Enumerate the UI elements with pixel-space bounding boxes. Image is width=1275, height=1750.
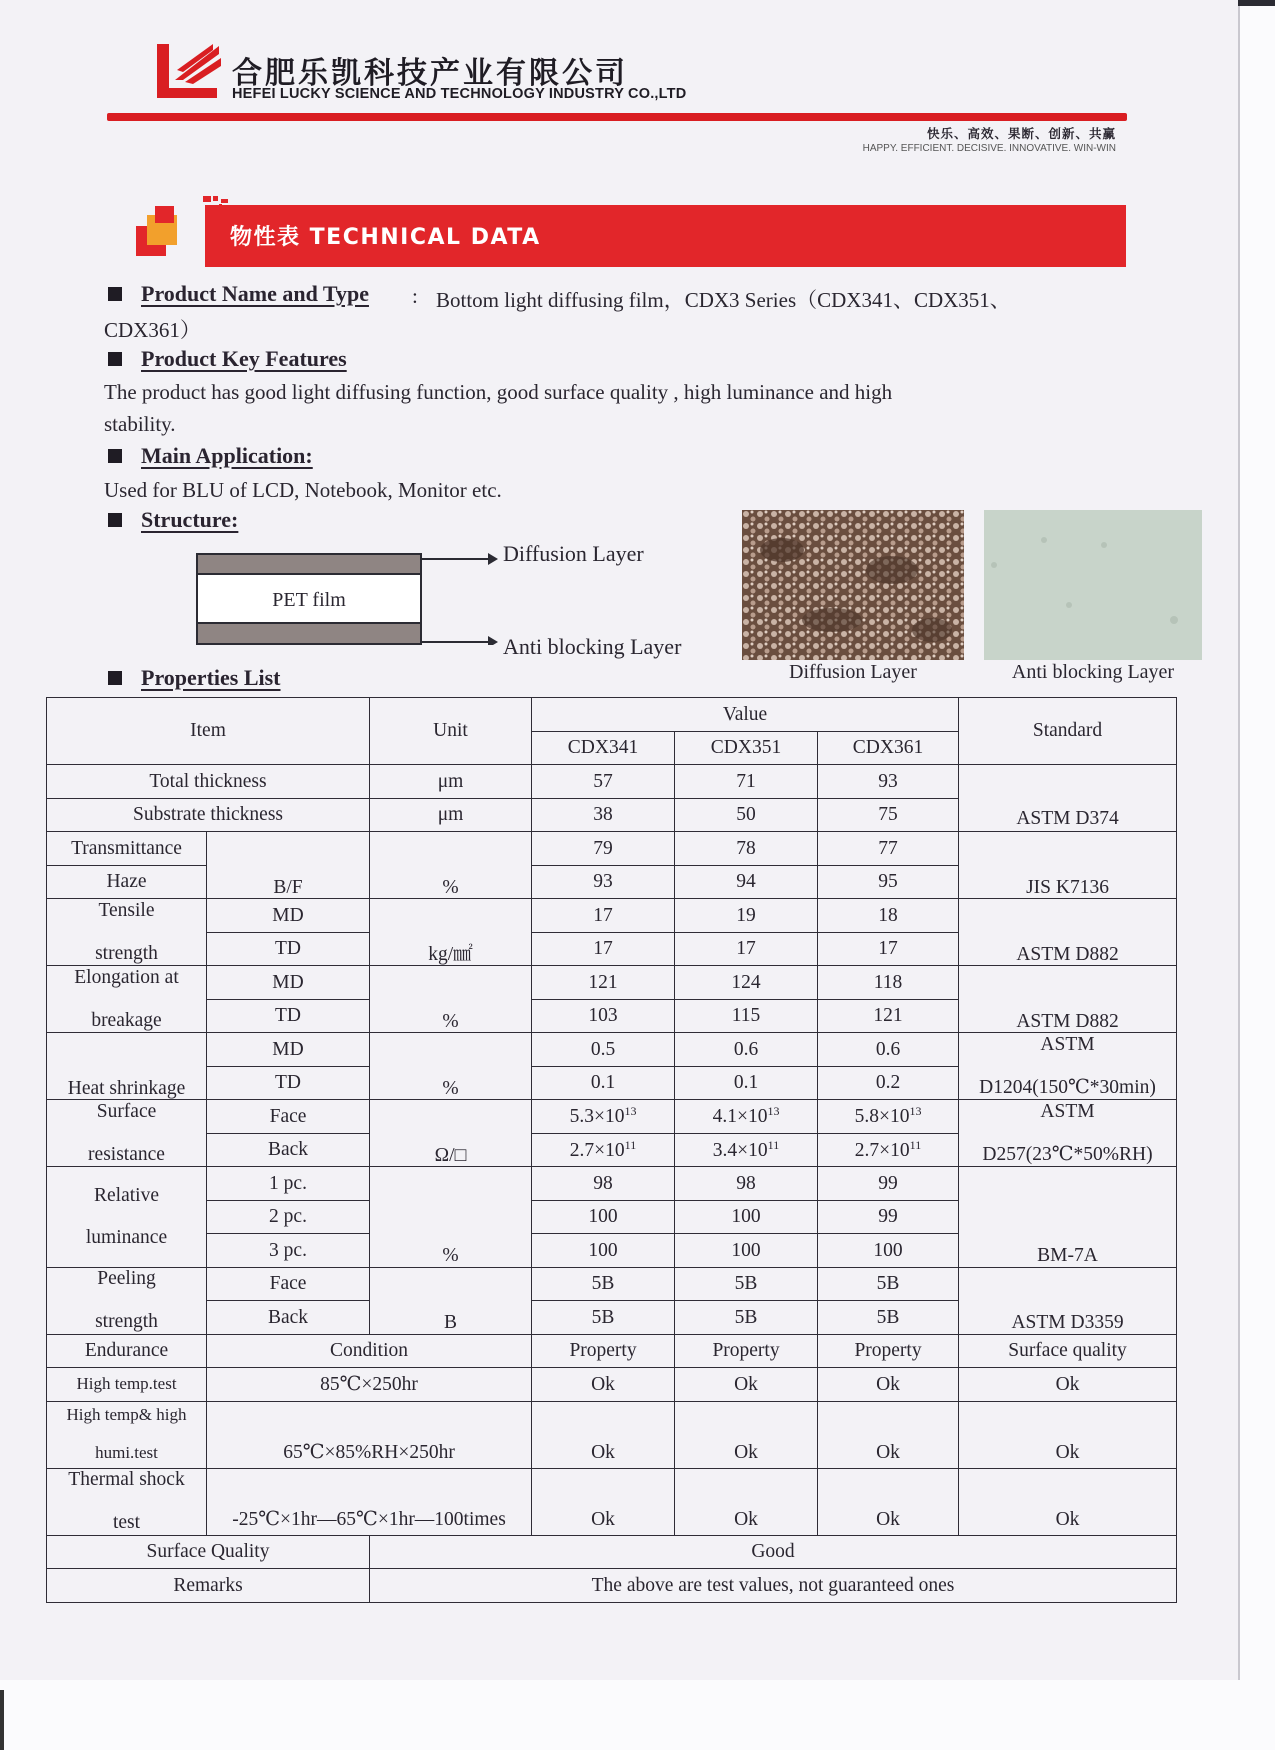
cell-value: 5B (675, 1267, 818, 1301)
cell-item (47, 1167, 207, 1268)
key-features-label: Product Key Features (141, 346, 347, 371)
cell-unit: Ω/□ (370, 1100, 532, 1167)
cell-sub: Face (207, 1267, 370, 1301)
cell-item: Endurance (47, 1334, 207, 1368)
table-row (47, 1033, 1177, 1067)
table-row (47, 1100, 1177, 1134)
cell-unit: kg/㎟ (370, 899, 532, 966)
table-row (47, 1569, 1177, 1603)
cell-value: Ok (675, 1368, 818, 1402)
cell-sub: B/F (207, 832, 370, 899)
value-exponent: 11 (624, 1137, 637, 1152)
cell-standard-line: D1204(150℃*30min) (979, 1076, 1156, 1098)
cell-item-line: Thermal shock (68, 1469, 185, 1491)
cell-value (532, 1133, 675, 1167)
table-row (47, 1334, 1177, 1368)
scan-margin-right (1238, 0, 1275, 1750)
cell-item (47, 1468, 207, 1535)
table-row (47, 1167, 1177, 1201)
cell-condition: 85℃×250hr (207, 1368, 532, 1402)
header-item: Item (47, 698, 370, 765)
scan-edge-mark (0, 1690, 4, 1750)
cell-value: 99 (818, 1167, 959, 1201)
cell-standard: ASTM D882 (959, 966, 1177, 1033)
cell-value: 0.6 (675, 1033, 818, 1067)
cell-unit: μm (370, 765, 532, 799)
cell-value: Ok (675, 1401, 818, 1468)
cell-item-line: strength (95, 1311, 158, 1333)
cell-value: 5B (675, 1301, 818, 1335)
value-mantissa: 5.3×10 (569, 1106, 625, 1128)
cell-property: Property (818, 1334, 959, 1368)
cell-value: Ok (532, 1368, 675, 1402)
table-row (47, 1267, 1177, 1301)
cell-surface-quality: Surface quality (959, 1334, 1177, 1368)
value-mantissa: 2.7×10 (854, 1139, 910, 1161)
cell-standard: ASTM D3359 (959, 1267, 1177, 1334)
anti-blocking-layer-photo (984, 510, 1202, 660)
cell-sub: Face (207, 1100, 370, 1134)
header-value: Value (532, 698, 959, 732)
diffusion-layer-label: Diffusion Layer (503, 541, 644, 566)
cell-value: 93 (532, 865, 675, 899)
cell-value: 0.2 (818, 1066, 959, 1100)
cell-value: Ok (818, 1468, 959, 1535)
cell-unit: % (370, 966, 532, 1033)
cell-condition: 65℃×85%RH×250hr (207, 1401, 532, 1468)
cell-standard-line: ASTM (1040, 1033, 1095, 1055)
value-mantissa: 2.7×10 (569, 1139, 625, 1161)
scan-edge-line (1238, 0, 1240, 1680)
cell-value: Good (370, 1535, 1177, 1569)
cell-value: 99 (818, 1200, 959, 1234)
cell-sub: 3 pc. (207, 1234, 370, 1268)
cell-value: Ok (959, 1468, 1177, 1535)
cell-value: 50 (675, 798, 818, 832)
cell-item-line: High temp& high (66, 1405, 187, 1425)
header-model: CDX341 (532, 731, 675, 765)
cell-condition: Condition (207, 1334, 532, 1368)
cell-value: 100 (532, 1200, 675, 1234)
cell-item (47, 1267, 207, 1334)
cell-item (47, 1100, 207, 1167)
value-exponent: 11 (909, 1137, 922, 1152)
cell-value: Ok (818, 1368, 959, 1402)
cell-value: 17 (532, 899, 675, 933)
cell-value: 115 (675, 999, 818, 1033)
product-name-label: Product Name and Type (141, 281, 369, 306)
key-features-line1: The product has good light diffusing function, good surface quality , high luminance and high (104, 380, 893, 404)
cell-unit: B (370, 1267, 532, 1334)
cell-standard: JIS K7136 (959, 832, 1177, 899)
header-model: CDX361 (818, 731, 959, 765)
cell-item (47, 899, 207, 966)
anti-blocking-photo-caption: Anti blocking Layer (1011, 661, 1175, 683)
cell-value: 5B (532, 1267, 675, 1301)
scan-margin-bottom (0, 1680, 1275, 1750)
diffusion-photo-caption: Diffusion Layer (789, 661, 917, 683)
cell-item-line: breakage (91, 1009, 162, 1031)
cell-value: Ok (675, 1468, 818, 1535)
cell-standard-line: D257(23℃*50%RH) (982, 1143, 1153, 1165)
anti-blocking-layer-label: Anti blocking Layer (503, 634, 682, 659)
cell-standard: ASTM D374 (959, 765, 1177, 832)
arrow-right-icon (488, 636, 498, 645)
cell-value: 100 (818, 1234, 959, 1268)
cell-standard: ASTM D882 (959, 899, 1177, 966)
cell-item (47, 1401, 207, 1468)
table-row (47, 1368, 1177, 1402)
cell-value: 0.1 (532, 1066, 675, 1100)
company-name-en: HEFEI LUCKY SCIENCE AND TECHNOLOGY INDUSTRY CO.,LTD (232, 86, 687, 102)
cell-sub: TD (207, 999, 370, 1033)
cell-sub: 1 pc. (207, 1167, 370, 1201)
cell-value: 38 (532, 798, 675, 832)
cell-value: The above are test values, not guaranteed ones (370, 1569, 1177, 1603)
header-rule (107, 113, 1127, 121)
cell-value: 98 (675, 1167, 818, 1201)
cell-value: 103 (532, 999, 675, 1033)
company-name-cn: 合肥乐凯科技产业有限公司 (232, 56, 628, 91)
product-name-colon: : (412, 284, 418, 308)
company-logo-icon (155, 40, 221, 102)
cell-sub: 2 pc. (207, 1200, 370, 1234)
cell-value: 77 (818, 832, 959, 866)
bullet-icon (108, 513, 122, 527)
value-exponent: 13 (909, 1104, 922, 1119)
properties-table (46, 697, 1177, 1603)
cell-condition: -25℃×1hr—65℃×1hr—100times (207, 1468, 532, 1535)
diffusion-layer-photo (742, 510, 964, 660)
cell-sub: Back (207, 1301, 370, 1335)
cell-standard: BM-7A (959, 1167, 1177, 1268)
header-standard: Standard (959, 698, 1177, 765)
cell-value: 0.5 (532, 1033, 675, 1067)
anti-blocking-layer-shape (196, 622, 422, 645)
bullet-icon (108, 671, 122, 685)
cell-value: 17 (818, 932, 959, 966)
pet-film-label: PET film (272, 589, 346, 611)
cell-value: 100 (675, 1200, 818, 1234)
cell-item-line: Tensile (98, 899, 155, 921)
cell-item-line: Surface (96, 1100, 157, 1122)
cell-value: 79 (532, 832, 675, 866)
properties-label: Properties List (141, 665, 281, 690)
cell-value (818, 1133, 959, 1167)
product-name-value-line1: Bottom light diffusing film，CDX3 Series（CDX341、CDX351、 (436, 288, 1011, 312)
cell-value: 124 (675, 966, 818, 1000)
cell-value: 121 (532, 966, 675, 1000)
cell-value: 121 (818, 999, 959, 1033)
value-exponent: 13 (767, 1104, 780, 1119)
cell-value (675, 1133, 818, 1167)
cell-value: 100 (532, 1234, 675, 1268)
bullet-icon (108, 352, 122, 366)
cell-value: 57 (532, 765, 675, 799)
cell-value: 0.6 (818, 1033, 959, 1067)
cell-value: 71 (675, 765, 818, 799)
value-mantissa: 3.4×10 (712, 1139, 768, 1161)
cell-value: 78 (675, 832, 818, 866)
cell-sub: MD (207, 899, 370, 933)
cell-value: 17 (675, 932, 818, 966)
cell-item: High temp.test (47, 1368, 207, 1402)
cell-value: 19 (675, 899, 818, 933)
table-row (47, 1535, 1177, 1569)
cell-item: Total thickness (47, 765, 370, 799)
cell-item: Transmittance (47, 832, 207, 866)
cell-value: 98 (532, 1167, 675, 1201)
cell-item-line: resistance (88, 1143, 165, 1165)
cell-item (47, 966, 207, 1033)
cell-item: Surface Quality (47, 1535, 370, 1569)
cell-value (675, 1100, 818, 1134)
cell-value: 95 (818, 865, 959, 899)
value-mantissa: 5.8×10 (854, 1106, 910, 1128)
cell-item-line: humi.test (95, 1442, 158, 1462)
cell-item-line: Relative (94, 1184, 159, 1206)
cell-item-line: Peeling (97, 1268, 156, 1290)
cell-value: Ok (959, 1368, 1177, 1402)
application-label: Main Application: (141, 443, 313, 468)
table-row (47, 899, 1177, 933)
cell-value: Ok (532, 1468, 675, 1535)
header-model: CDX351 (675, 731, 818, 765)
cell-property: Property (675, 1334, 818, 1368)
table-row (47, 966, 1177, 1000)
product-name-value-line2: CDX361） (104, 318, 201, 342)
cell-unit: % (370, 832, 532, 899)
cell-value: 75 (818, 798, 959, 832)
value-mantissa: 4.1×10 (712, 1106, 768, 1128)
cell-item: Substrate thickness (47, 798, 370, 832)
cell-standard (959, 1033, 1177, 1100)
table-row (47, 765, 1177, 799)
cell-value: 100 (675, 1234, 818, 1268)
bullet-icon (108, 449, 122, 463)
value-exponent: 11 (767, 1137, 780, 1152)
cell-item: Heat shrinkage (47, 1033, 207, 1100)
application-text: Used for BLU of LCD, Notebook, Monitor etc. (104, 478, 502, 502)
cell-value: 93 (818, 765, 959, 799)
cell-unit: μm (370, 798, 532, 832)
cell-value: Ok (818, 1401, 959, 1468)
cell-standard (959, 1100, 1177, 1167)
cell-value: 118 (818, 966, 959, 1000)
cell-value: 94 (675, 865, 818, 899)
table-row (47, 1468, 1177, 1535)
value-exponent: 13 (624, 1104, 637, 1119)
cell-value: 5B (532, 1301, 675, 1335)
slogan-cn: 快乐、高效、果断、创新、共赢 (926, 126, 1116, 141)
cell-item: Remarks (47, 1569, 370, 1603)
cell-sub: TD (207, 1066, 370, 1100)
diffusion-layer-shape (196, 553, 422, 575)
table-header-row (47, 698, 1177, 732)
cell-item-line: strength (95, 942, 158, 964)
cell-item-line: luminance (85, 1227, 168, 1249)
cell-item-line: Elongation at (74, 966, 179, 988)
cell-item: Haze (47, 865, 207, 899)
cell-value: Ok (959, 1401, 1177, 1468)
cell-sub: MD (207, 966, 370, 1000)
header-unit: Unit (370, 698, 532, 765)
cell-value: 18 (818, 899, 959, 933)
cell-sub: TD (207, 932, 370, 966)
scan-edge-corner (1238, 0, 1275, 6)
cell-value: 0.1 (675, 1066, 818, 1100)
cell-unit: % (370, 1033, 532, 1100)
cell-value: Ok (532, 1401, 675, 1468)
key-features-line2: stability. (104, 412, 176, 436)
cell-value (532, 1100, 675, 1134)
cell-unit: % (370, 1167, 532, 1268)
cell-value (818, 1100, 959, 1134)
cell-value: 17 (532, 932, 675, 966)
cell-standard-line: ASTM (1040, 1100, 1095, 1122)
slogan-en: HAPPY. EFFICIENT. DECISIVE. INNOVATIVE. WIN-WIN (862, 143, 1116, 154)
structure-arrows (420, 545, 500, 645)
banner-title: 物性表 TECHNICAL DATA (230, 225, 541, 250)
cell-sub: MD (207, 1033, 370, 1067)
bullet-icon (108, 287, 122, 301)
cell-property: Property (532, 1334, 675, 1368)
cell-item-line: test (112, 1512, 141, 1534)
arrow-right-icon (488, 553, 498, 565)
table-row (47, 1401, 1177, 1468)
cell-value: 5B (818, 1267, 959, 1301)
cell-value: 5B (818, 1301, 959, 1335)
cell-sub: Back (207, 1133, 370, 1167)
structure-label: Structure: (141, 507, 239, 532)
table-row (47, 832, 1177, 866)
